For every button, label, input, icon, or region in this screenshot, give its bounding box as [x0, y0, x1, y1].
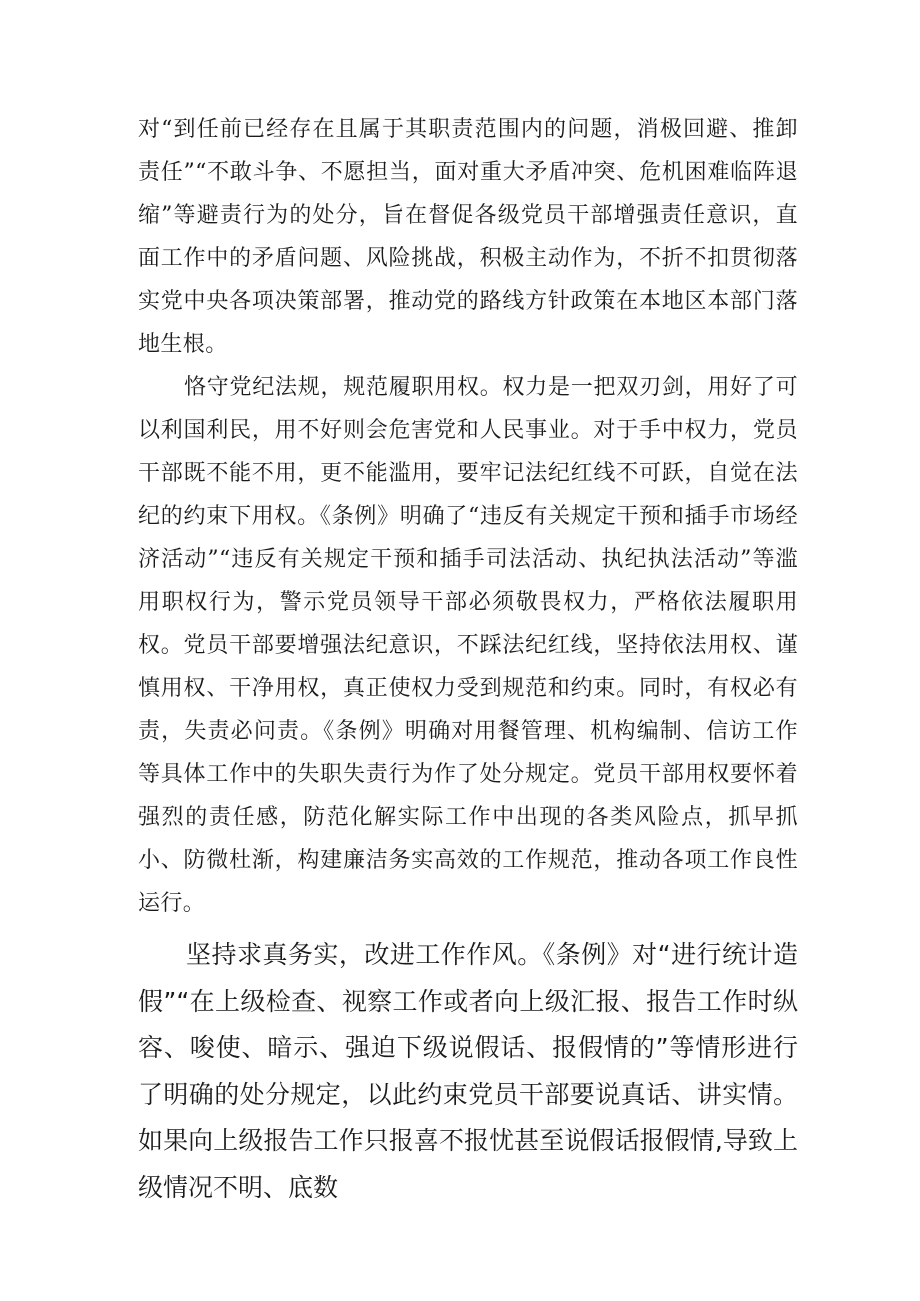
paragraph-exercise-power: 恪守党纪法规，规范履职用权。权力是一把双刃剑，用好了可以利国利民，用不好则会危害党和人民事业。对于手中权力，党员干部既不能不用，更不能滥用，要牢记法纪红线不可跃，自觉在法纪的约束下用权。《条例》明确了“违反有关规定干预和插手市场经济活动”“违反有关规定干预和插手司法活动、执纪执法活动”等滥用职权行为，警示党员领导干部必须敬畏权力，严格依法履职用权。党员干部要增强法纪意识，不踩法纪红线，坚持依法用权、谨慎用权、干净用权，真正使权力受到规范和约束。同时，有权必有责，失责必问责。《条例》明确对用餐管理、机构编制、信访工作等具体工作中的失职失责行为作了处分规定。党员干部用权要怀着强烈的责任感，防范化解实际工作中出现的各类风险点，抓早抓小、防微杜渐，构建廉洁务实高效的工作规范，推动各项工作良性运行。	[138, 375, 798, 916]
paragraph-seek-truth: 坚持求真务实，改进工作作风。《条例》对“进行统计造假”“在上级检查、视察工作或者向上级汇报、报告工作时纵容、唆使、暗示、强迫下级说假话、报假情的”等情形进行了明确的处分规定，以此约束党员干部要说真话、讲实情。如果向上级报告工作只报喜不报忧甚至说假话报假情,导致上级情况不明、底数	[138, 940, 798, 1202]
paragraph-continuation: 对“到任前已经存在且属于其职责范围内的问题，消极回避、推卸责任”“不敢斗争、不愿担当，面对重大矛盾冲突、危机困难临阵退缩”等避责行为的处分，旨在督促各级党员干部增强责任意识，直面工作中的矛盾问题、风险挑战，积极主动作为，不折不扣贯彻落实党中央各项决策部署，推动党的路线方针政策在本地区本部门落地生根。	[138, 117, 798, 357]
